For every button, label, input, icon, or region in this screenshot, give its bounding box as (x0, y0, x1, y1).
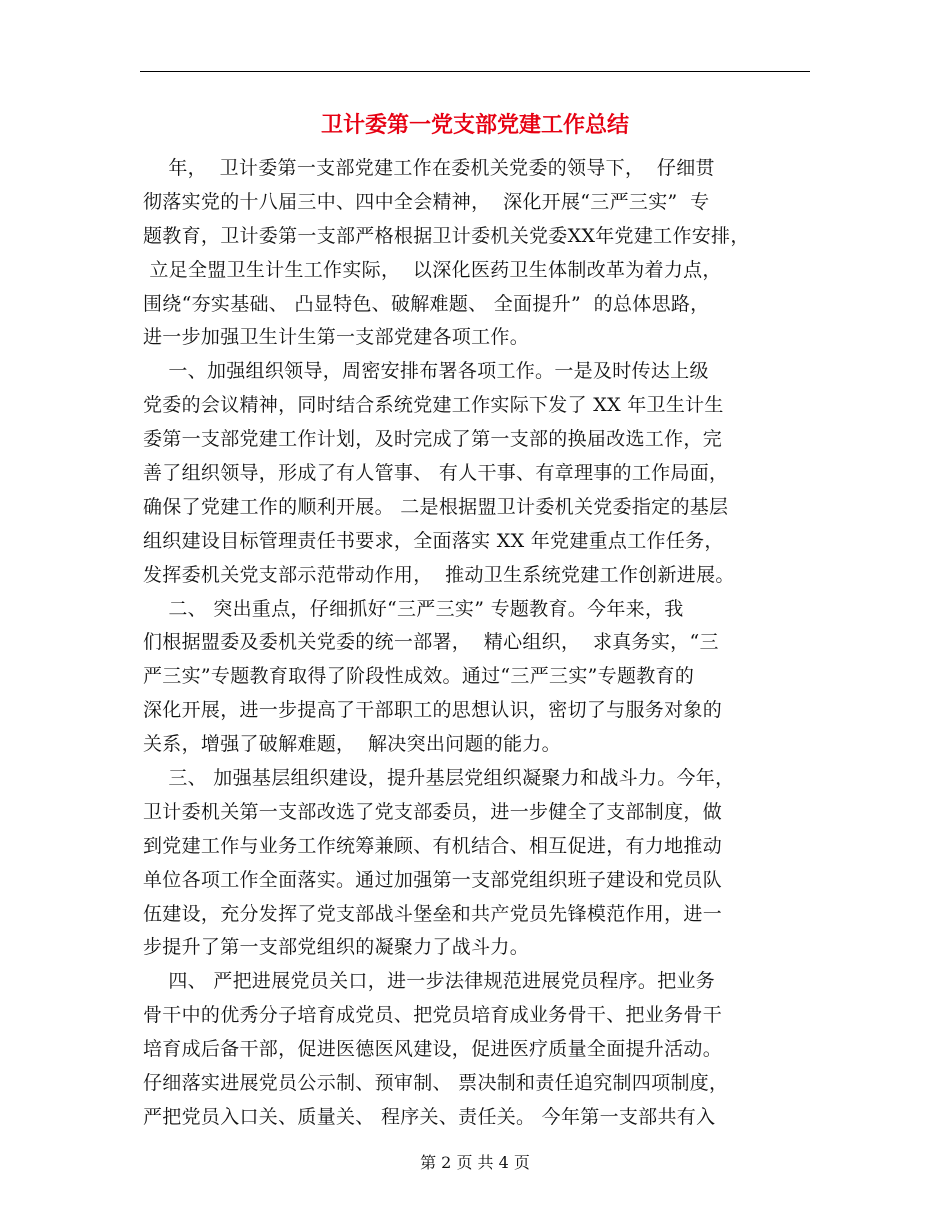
text-line: 培育成后备干部，促进医德医风建设，促进医疗质量全面提升活动。 (143, 1038, 723, 1061)
text-line: 严三实”专题教育取得了阶段性成效。通过“三严三实”专题教育的 (143, 665, 695, 688)
text-line: 严把党员入口关、质量关、 程序关、责任关。 今年第一支部共有入 (143, 1105, 716, 1128)
text-line: 骨干中的优秀分子培育成党员、把党员培育成业务骨干、把业务骨干 (143, 1004, 723, 1027)
text-line: 二、 突出重点，仔细抓好“三严三实” 专题教育。今年来，我 (143, 597, 684, 620)
paragraph-intro (143, 152, 803, 355)
document-title: 卫计委第一党支部党建工作总结 (320, 112, 629, 138)
text-line: 深化开展，进一步提高了干部职工的思想认识，密切了与服务对象的 (143, 699, 723, 722)
text-line: 仔细落实进展党员公示制、预审制、 票决制和责任追究制四项制度， (143, 1072, 729, 1095)
text-line: 到党建工作与业务工作统筹兼顾、有机结合、相互促进，有力地推动 (143, 834, 723, 857)
paragraph-section-2 (143, 593, 803, 762)
text-line: 一、加强组织领导，周密安排布署各项工作。一是及时传达上级 (143, 360, 709, 383)
text-line: 三、 加强基层组织建设，提升基层党组织凝聚力和战斗力。今年， (143, 767, 735, 790)
text-line: 党委的会议精神，同时结合系统党建工作实际下发了 XX 年卫生计生 (143, 394, 724, 417)
text-line: 确保了党建工作的顺利开展。 二是根据盟卫计委机关党委指定的基层 (143, 495, 729, 518)
text-line: 单位各项工作全面落实。通过加强第一支部党组织班子建设和党员队 (143, 868, 723, 891)
paragraph-section-4 (143, 965, 803, 1134)
text-line: 步提升了第一支部党组织的凝聚力了战斗力。 (143, 936, 530, 959)
text-line: 进一步加强卫生计生第一支部党建各项工作。 (143, 326, 530, 349)
text-line: 四、 严把进展党员关口，进一步法律规范进展党员程序。把业务 (143, 970, 716, 993)
text-line: 们根据盟委及委机关党委的统一部署， 精心组织， 求真务实，“三 (143, 631, 719, 654)
text-line: 委第一支部党建工作计划，及时完成了第一支部的换届改选工作，完 (143, 428, 723, 451)
header-rule (140, 71, 810, 72)
text-line: 立足全盟卫生计生工作实际， 以深化医药卫生体制改革为着力点， (143, 258, 722, 281)
text-line: 伍建设，充分发挥了党支部战斗堡垒和共产党员先锋模范作用，进一 (143, 902, 723, 925)
text-line: 卫计委机关第一支部改选了党支部委员，进一步健全了支部制度，做 (143, 800, 723, 823)
paragraph-section-1 (143, 355, 803, 592)
document-body (143, 152, 803, 1135)
text-line: 关系，增强了破解难题， 解决突出问题的能力。 (143, 733, 561, 756)
paragraph-section-3 (143, 762, 803, 965)
text-line: 围绕“夯实基础、 凸显特色、破解难题、 全面提升” 的总体思路， (143, 292, 710, 315)
text-line: 发挥委机关党支部示范带动作用， 推动卫生系统党建工作创新进展。 (143, 563, 735, 586)
text-line: 彻落实党的十八届三中、四中全会精神， 深化开展“三严三实” 专 (143, 190, 710, 213)
text-line: 年， 卫计委第一支部党建工作在委机关党委的领导下， 仔细贯 (143, 157, 715, 179)
text-line: 善了组织领导，形成了有人管事、 有人干事、有章理事的工作局面， (143, 462, 729, 485)
text-line: 组织建设目标管理责任书要求，全面落实 XX 年党建重点工作任务， (143, 529, 724, 552)
page-number-footer: 第 2 页 共 4 页 (420, 1153, 530, 1172)
text-line: 题教育，卫计委第一支部严格根据卫计委机关党委XX年党建工作安排， (143, 224, 750, 247)
